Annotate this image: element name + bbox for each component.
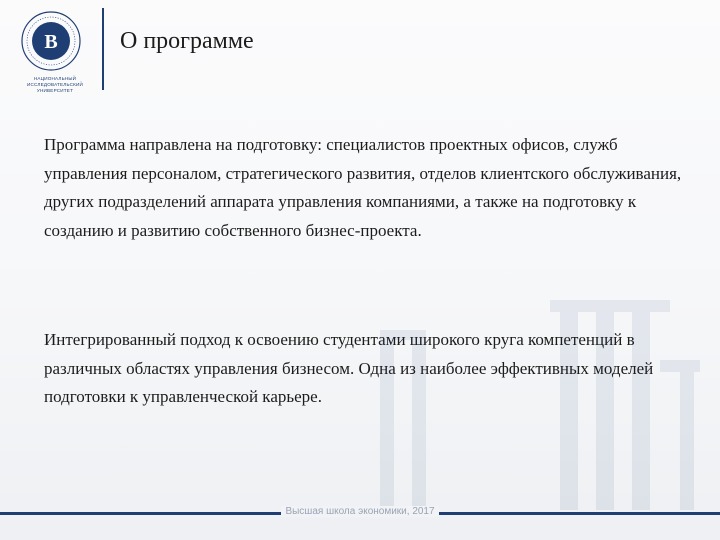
paragraph-program-purpose: Программа направлена на подготовку: специалистов проектных офисов, служб управления персоналом, стратегического развития, отделов клиентского обслуживания, других подразделений аппарата управления компаниями, а также на подготовку к созданию и развитию собственного бизнес-проекта.	[44, 135, 682, 240]
svg-text:В: В	[44, 31, 58, 53]
building-watermark-icon	[360, 300, 720, 510]
footer	[0, 506, 720, 517]
page-title: О программе	[120, 28, 254, 54]
footer-text: Высшая школа экономики, 2017	[281, 506, 438, 517]
paragraph-integrated-approach: Интегрированный подход к освоению студентами широкого круга компетенций в различных областях управления бизнесом. Одна из наиболее эффективных моделей подготовки к управленческой карьере.	[44, 330, 654, 406]
hse-logo-icon	[16, 10, 86, 72]
logo-caption: НАЦИОНАЛЬНЫЙ ИССЛЕДОВАТЕЛЬСКИЙ УНИВЕРСИТЕТ	[27, 76, 83, 93]
header-divider	[102, 8, 104, 90]
logo	[10, 10, 94, 93]
